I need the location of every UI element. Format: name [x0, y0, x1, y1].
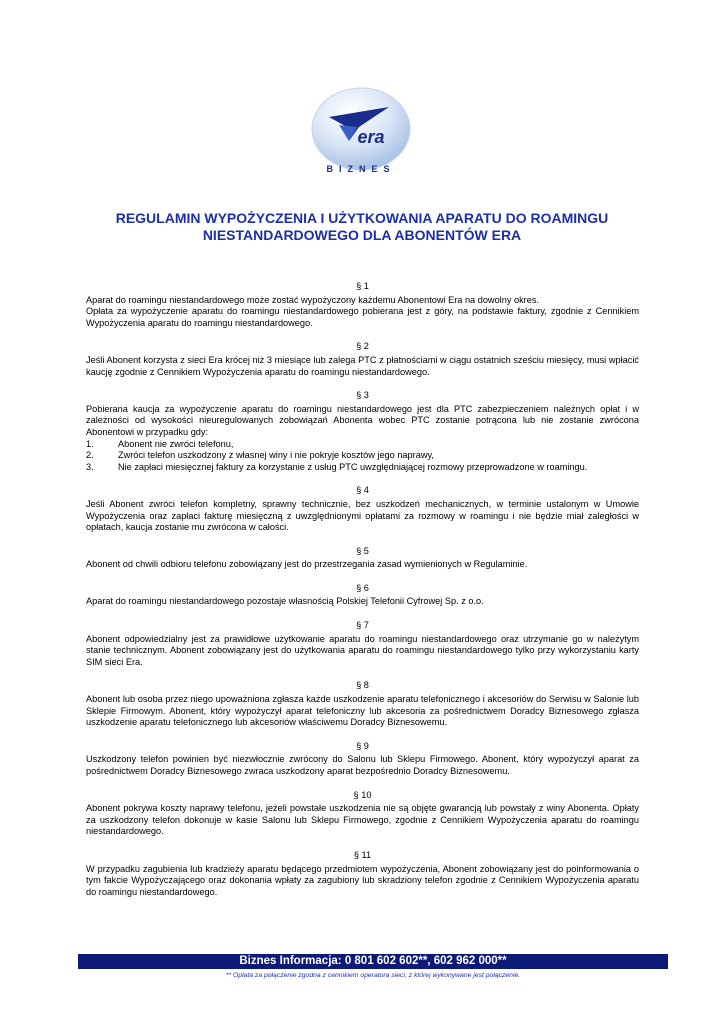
section-paragraph: Jeśli Abonent korzysta z sieci Era krócej niż 3 miesiące lub zalega PTC z płatnościami w ciągu ostatnich sześciu miesięcy, musi wpłacić kaucję zgodnie z Cennikiem Wypożyczenia aparatu do roamingu niestandardowego. — [86, 354, 639, 377]
section — [86, 741, 639, 778]
list-item — [86, 462, 639, 474]
section — [86, 546, 639, 571]
section — [86, 281, 639, 329]
logo-subtitle: BIZNES — [326, 164, 396, 174]
section — [86, 850, 639, 898]
footer-info-bar: Biznes Informacja: 0 801 602 602**, 602 962 000** — [78, 954, 668, 969]
section-paragraph: Pobierana kaucja za wypożyczenie aparatu do roamingu niestandardowego jest dla PTC zabezpieczeniem należnych opłat i w zależności od wysokości nieuregulowanych zobowiązań Abonenta wobec PTC zostanie potrącona lub nie zostanie zwrócona Abonentowi w przypadku gdy: — [86, 403, 639, 437]
section-heading: § 10 — [353, 789, 372, 800]
section-paragraph: Aparat do roamingu niestandardowego pozostaje własnością Polskiej Telefonii Cyfrowej Sp. z o.o. — [86, 596, 484, 607]
section-heading: § 6 — [356, 582, 369, 593]
section-heading: § 9 — [356, 740, 369, 751]
section-heading: § 1 — [356, 281, 369, 291]
section-heading: § 2 — [356, 341, 369, 352]
section — [86, 390, 639, 473]
section — [86, 790, 639, 838]
list-item — [86, 439, 639, 451]
section-paragraph: Jeśli Abonent zwróci telefon kompletny, sprawny technicznie, bez uszkodzeń mechanicznych, w terminie ustalonym w Umowie Wypożyczenia oraz zapłaci fakturę miesięczną z uwzględnionymi opłatami za rozmowy w roamingu i nie będzie miał zaległości w opłatach, kaucja zostanie mu zwrócona w całości. — [86, 498, 639, 533]
section-paragraph: Uszkodzony telefon powinien być niezwłocznie zwrócony do Salonu lub Sklepu Firmowego. Abonent, który wypożyczył aparat za pośrednictwem Doradcy Biznesowego zwraca uszkodzony aparat bezpośrednio Doradcy Biznesowemu. — [86, 754, 639, 776]
title-line-1: REGULAMIN WYPOŻYCZENIA I UŻYTKOWANIA APARATU DO ROAMINGU — [115, 210, 609, 226]
logo-text: era — [357, 127, 385, 147]
title-line-2: NIESTANDARDOWEGO DLA ABONENTÓW ERA — [202, 227, 522, 243]
section-heading: § 8 — [356, 680, 369, 691]
section-heading: § 11 — [353, 849, 372, 860]
list-item-text: Zwróci telefon uszkodzony z własnej winy i nie pokryje kosztów jego naprawy, — [118, 450, 434, 461]
numbered-list — [86, 439, 639, 474]
section-paragraph: Abonent pokrywa koszty naprawy telefonu, jeżeli powstałe uszkodzenia nie są objęte gwarancją lub powstały z winy Abonenta. Opłaty za uszkodzony telefon dokonuje w kasie Salonu lub Sklepu Firmowego, zgodnie z Cennikiem Wypożyczenia aparatu do roamingu niestandardowego. — [86, 803, 639, 837]
list-item — [86, 450, 639, 462]
list-item-number: 1. — [86, 438, 94, 449]
section-paragraph: Abonent odpowiedzialny jest za prawidłowe użytkowanie aparatu do roamingu niestandardowego oraz utrzymanie go w należytym stanie technicznym. Abonent zobowiązany jest do użytkowania aparatu do roamingu niestandardowego tylko przy wykorzystaniu karty SIM sieci Era. — [86, 633, 639, 667]
list-item-text: Abonent nie zwróci telefonu, — [118, 438, 234, 449]
regulations-body — [86, 281, 639, 910]
list-item-number: 2. — [86, 450, 94, 461]
section-paragraph: Abonent lub osoba przez niego upoważniona zgłasza każde uszkodzenie aparatu telefonicznego i akcesoriów do Serwisu w Salonie lub Sklepie Firmowym. Abonent, który wypożyczył aparat telefoniczny lub akcesoria za pośrednictwem Doradcy Biznesowego zgłasza uszkodzenie aparatu telefonicznego lub akcesoriów właściwemu Doradcy Biznesowemu. — [86, 694, 639, 728]
list-item-number: 3. — [86, 461, 94, 472]
section — [86, 583, 639, 608]
document-title — [60, 210, 664, 244]
section-heading: § 4 — [356, 485, 369, 496]
section-heading: § 7 — [356, 620, 369, 631]
section-paragraph: Aparat do roamingu niestandardowego może zostać wypożyczony każdemu Abonentowi Era na dowolny okres. — [86, 294, 539, 305]
section-heading: § 3 — [356, 390, 369, 401]
section — [86, 485, 639, 533]
section-paragraph: Abonent od chwili odbioru telefonu zobowiązany jest do przestrzegania zasad wymienionych w Regulaminie. — [86, 559, 528, 570]
section-heading: § 5 — [356, 545, 369, 556]
footer-note: ** Opłata za połączenie zgodna z cennikiem operatora sieci, z której wykonywane jest połączenie. — [225, 972, 521, 979]
section-paragraph: W przypadku zagubienia lub kradzieży aparatu będącego przedmiotem wypożyczenia, Abonent zobowiązany jest do poinformowania o tym fakcie Wypożyczającego oraz dokonania wpłaty za zagubiony lub skradziony telefon zgodnie z Cennikiem Wypożyczenia aparatu do roamingu niestandardowego. — [86, 863, 639, 897]
section — [86, 620, 639, 668]
section-paragraph: Opłata za wypożyczenie aparatu do roamingu niestandardowego pobierana jest z góry, na podstawie faktury, zgodnie z Cennikiem Wypożyczenia aparatu do roamingu niestandardowego. — [86, 306, 639, 328]
section — [86, 680, 639, 728]
section — [86, 341, 639, 378]
list-item-text: Nie zapłaci miesięcznej faktury za korzystanie z usług PTC uwzględniającej rozmowy przeprowadzone w roamingu. — [118, 461, 588, 472]
